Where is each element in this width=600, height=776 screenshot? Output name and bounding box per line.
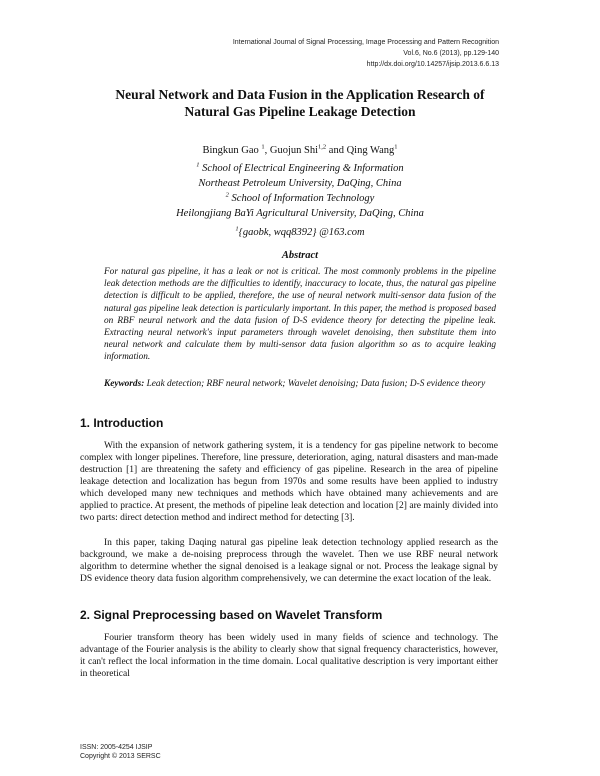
keywords-label: Keywords: xyxy=(104,379,145,389)
email-sup: 1 xyxy=(235,225,239,233)
title-line-1: Neural Network and Data Fusion in the Application Research of xyxy=(115,87,485,102)
author-3-sup: 1 xyxy=(394,143,398,151)
affil-line-2: Northeast Petroleum University, DaQing, China xyxy=(198,178,402,189)
email-text: {gaobk, wqq8392} @163.com xyxy=(238,227,365,238)
page-footer xyxy=(80,743,161,761)
section-2-paragraph-1: Fourier transform theory has been widely used in many fields of science and technology. The advantage of the Fourier analysis is the ability to clearly show that signal frequency characteristics, however, it can't reflect the local information in the time domain. Local qualitative description is very important either in theoretical xyxy=(80,633,498,679)
affil-line-3: School of Information Technology xyxy=(231,193,375,204)
author-3: Qing Wang xyxy=(346,145,395,156)
footer-issn: ISSN: 2005-4254 IJSIP xyxy=(80,744,153,751)
affil-line-1: School of Electrical Engineering & Information xyxy=(202,163,404,174)
abstract-text: For natural gas pipeline, it has a leak or not is critical. The most commonly problems in the pipeline leak detection methods are the difficulties to identify, inaccuracy to locate, thus, the natural gas pipeline detection is difficult to be applied, therefore, the use of neural network multi-sensor data fusion of the natural gas pipeline leak detection is particularly important. In this paper, the method is proposed based on RBF neural network and the data fusion of D-S evidence theory for detecting the pipeline leak. Extracting neural network's input parameters through wavelet denoising, then substitute them into neural network and calculate them by multi-sensor data fusion algorithm so as to acquire leaking information. xyxy=(104,267,496,363)
author-2-sup: 1,2 xyxy=(318,143,327,151)
author-email xyxy=(80,226,520,240)
paper-title xyxy=(80,86,520,120)
abstract-heading: Abstract xyxy=(281,250,319,261)
affiliations xyxy=(80,161,520,221)
section-2-heading: 2. Signal Preprocessing based on Wavelet Transform xyxy=(80,608,383,622)
affil-line-4: Heilongjiang BaYi Agricultural University, DaQing, China xyxy=(176,208,424,219)
section-1-heading: 1. Introduction xyxy=(80,416,164,430)
author-1: Bingkun Gao xyxy=(202,145,259,156)
section-1-paragraph-2: In this paper, taking Daqing natural gas pipeline leak detection technology applied research as the background, we make a de-noising preprocess through the wavelet. Then we use RBF neural network algorithm to determine whether the signal denoised is a leakage signal or not. Process the leakage signal by DS evidence theory data fusion algorithm comprehensively, we can determine the exact location of the leak. xyxy=(80,538,498,584)
keywords-text: Leak detection; RBF neural network; Wavelet denoising; Data fusion; D-S evidence theory xyxy=(146,379,486,389)
keywords xyxy=(104,378,496,390)
author-list: Bingkun Gao $^1$, Guojun Shi$^{1,2}$ and Qing Wang$^1$ xyxy=(202,143,398,156)
author-2: Guojun Shi xyxy=(269,145,319,156)
journal-volume: Vol.6, No.6 (2013), pp.129-140 xyxy=(403,50,499,57)
section-1-paragraph-1: With the expansion of network gathering system, it is a tendency for gas pipeline network to become complex with longer pipelines. Therefore, line pressure, deterioration, aging, natural disasters and man-made destruction [1] are threatening the safety and efficiency of gas pipeline. Research in the area of pipeline leakage detection and localization has begun from 1970s and some results have been applied to industry which developed many new techniques and methods which have obtained many achievements and are applied to practice. At present, the methods of pipeline leak detection and location [2] are mainly divided into two parts: direct detection method and indirect method for detecting [3]. xyxy=(80,441,498,523)
title-line-2: Natural Gas Pipeline Leakage Detection xyxy=(184,104,416,119)
footer-copyright: Copyright © 2013 SERSC xyxy=(80,753,161,760)
affil-2-sup: 2 xyxy=(225,191,229,199)
doi-link[interactable]: http://dx.doi.org/10.14257/ijsip.2013.6.6.13 xyxy=(366,61,499,68)
author-1-sup: 1 xyxy=(261,143,265,151)
journal-name: International Journal of Signal Processing, Image Processing and Pattern Recognition xyxy=(232,39,499,46)
journal-header xyxy=(233,37,499,70)
author-and: and xyxy=(328,145,344,156)
affil-1-sup: 1 xyxy=(196,161,200,169)
